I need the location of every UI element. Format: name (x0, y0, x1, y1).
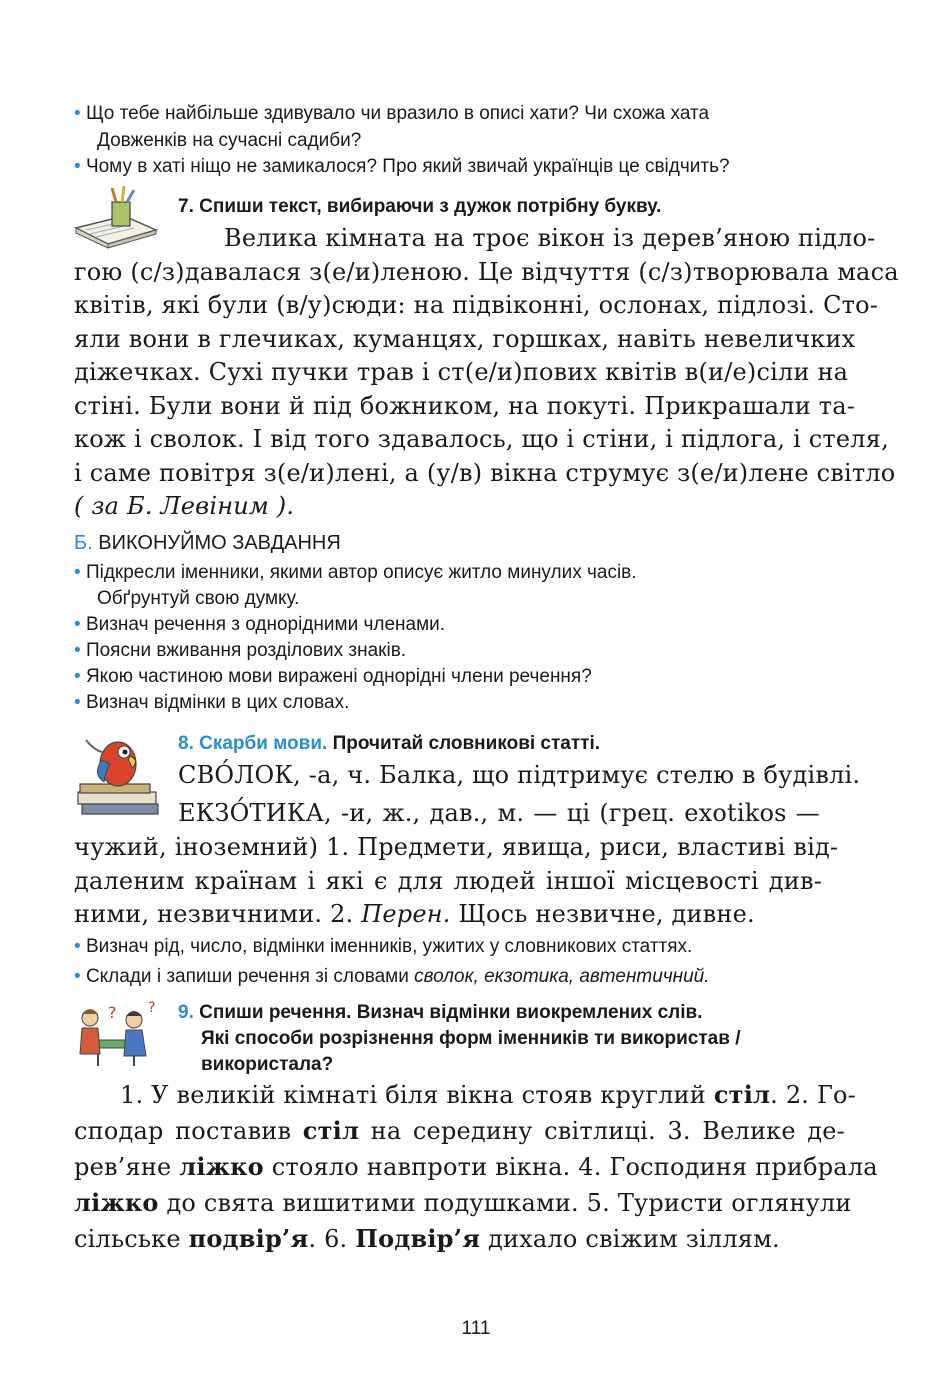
bullet-dot: • (74, 692, 86, 713)
bullet-dot: • (74, 614, 86, 635)
task9-title-text: Спиши речення. Визнач відмінки виокремлених слів. (199, 1002, 703, 1023)
bullet-dot: • (74, 156, 86, 177)
task7-line: кож і сволок. І від того здавалось, що і стіни, і підлога, і стеля, (74, 425, 889, 453)
section-b-item (74, 560, 637, 586)
question-2-line1: Чому в хаті ніщо не замикалося? Про який звичай українців це свідчить? (85, 156, 730, 177)
entry-line: ЕКЗО́ТИКА, -и, ж., дав., м. — ці (грец. exotikos — (178, 799, 820, 827)
entry-line: чужий, іноземний) 1. Предмети, явища, риси, властиві від- (74, 833, 839, 861)
task9-line (74, 1221, 845, 1257)
highlighted-word: Подвір’я (355, 1224, 481, 1253)
task9-line (74, 1185, 852, 1221)
dictionary-entry-ekzotyka-rest (74, 831, 839, 932)
text: сподар поставив (74, 1117, 303, 1145)
section-b-item-text: Визнач відмінки в цих словах. (85, 692, 350, 713)
section-b-item-line2: Обґрунтуй свою думку. (97, 588, 300, 609)
task7-line: діжечках. Сухі пучки трав і ст(е/и)пових квітів в(и/е)сіли на (74, 358, 849, 386)
bullet-dot: • (74, 966, 86, 987)
section-b-heading (74, 530, 341, 556)
task9-title-line3: використала? (201, 1054, 334, 1075)
entry-abbrev: Перен. (361, 900, 451, 928)
task7-line: стіні. Були вони й під божником, на покуті. Прикрашали та- (74, 391, 856, 420)
text: . 2. Го- (770, 1081, 856, 1109)
task8-question-text: Визнач рід, число, відмінки іменників, ужитих у словникових статтях. (85, 936, 693, 957)
section-b-item (74, 612, 445, 638)
students-thinking-icon (72, 1000, 158, 1070)
text: рев’яне (74, 1153, 180, 1181)
task9-line (74, 1113, 845, 1149)
svg-text:?: ? (148, 1000, 156, 1016)
bullet-dot: • (74, 562, 86, 583)
task8-question-1 (74, 934, 692, 960)
task7-line: Велика кімната на троє вікон із дерев’яною підло- (224, 224, 876, 252)
parrot-on-books-icon (72, 730, 162, 820)
text: сільське (74, 1225, 189, 1253)
question-1 (74, 101, 709, 127)
task7-line: яли вони в глечиках, куманцях, горшках, навіть невеличких (74, 324, 856, 353)
task8-number: 8. Скарби мови. (178, 733, 328, 754)
task9-line (74, 1149, 878, 1185)
text: . 6. (308, 1225, 356, 1253)
text: 1. У великій кімнаті біля вікна стояв круглий (120, 1081, 714, 1109)
task7-text (74, 222, 899, 524)
question-2 (74, 154, 730, 180)
question-1-line2: Довженків на сучасні садиби? (97, 130, 362, 151)
bullet-dot: • (74, 936, 86, 957)
task8-instruction: Прочитай словникові статті. (332, 733, 601, 754)
text: на середину світлиці. 3. Велике де- (359, 1117, 845, 1145)
task8-question-2 (74, 964, 710, 990)
task9-number: 9. (178, 1002, 194, 1023)
entry-line (74, 898, 822, 932)
highlighted-word: стіл (302, 1116, 360, 1145)
bullet-dot: • (74, 640, 86, 661)
text: стояло навпроти вікна. 4. Господиня прибрала (263, 1153, 878, 1181)
task9-title-line1 (178, 1000, 702, 1026)
task8-question-text: Склади і запиши речення зі словами (85, 966, 415, 987)
task7-line: і саме повітря з(е/и)лені, а (у/в) вікна струмує з(е/и)лене світло (74, 458, 896, 487)
task7-source: ( за Б. Левіним ). (74, 492, 295, 520)
task9-line (74, 1077, 856, 1113)
section-b-item-text: Підкресли іменники, якими автор описує житло минулих часів. (85, 562, 637, 583)
task7-title: 7. Спиши текст, вибираючи з дужок потрібну букву. (178, 196, 662, 217)
task7-line: гою (с/з)давалася з(е/и)леною. Це відчуття (с/з)творювала маса (74, 257, 899, 286)
task7-line: квітів, які були (в/у)сюди: на підвіконні, ослонах, підлозі. Сто- (74, 291, 879, 319)
dictionary-entry-svolok: СВО́ЛОК, -а, ч. Балка, що підтримує стелю в будівлі. (178, 761, 861, 789)
entry-text: ними, незвичними. 2. (74, 900, 362, 928)
highlighted-word: ліжко (179, 1152, 264, 1181)
task9-sentences (74, 1077, 878, 1257)
section-b-letter: Б. (74, 532, 93, 554)
entry-line: даленим країнам і які є для людей іншої місцевості див- (74, 866, 822, 895)
section-b-item-text: Поясни вживання розділових знаків. (85, 640, 407, 661)
task8-question-words: сволок, екзотика, автентичний. (414, 966, 710, 987)
task9-title-line2: Які способи розрізнення форм іменників ти використав / (201, 1028, 741, 1049)
section-b-item-text: Визнач речення з однорідними членами. (85, 614, 446, 635)
question-1-line1: Що тебе найбільше здивувало чи вразило в описі хати? Чи схожа хата (85, 103, 710, 124)
text: до свята вишитими подушками. 5. Туристи оглянули (158, 1189, 852, 1217)
highlighted-word: стіл (713, 1080, 771, 1109)
section-b-item (74, 664, 592, 690)
svg-text:?: ? (108, 1003, 117, 1022)
page-number: 111 (461, 1318, 491, 1339)
bullet-dot: • (74, 666, 86, 687)
task8-title (178, 731, 600, 757)
text: дихало свіжим зіллям. (480, 1225, 780, 1253)
highlighted-word: ліжко (74, 1188, 159, 1217)
section-b-item (74, 690, 349, 716)
dictionary-entry-ekzotyka-line1 (178, 797, 820, 831)
section-b-title: ВИКОНУЙМО ЗАВДАННЯ (98, 532, 341, 554)
entry-text: Щось незвичне, дивне. (450, 900, 755, 928)
highlighted-word: подвір’я (188, 1224, 309, 1253)
section-b-item-text: Якою частиною мови виражені однорідні члени речення? (85, 666, 592, 687)
bullet-dot: • (74, 103, 86, 124)
section-b-item (74, 638, 406, 664)
